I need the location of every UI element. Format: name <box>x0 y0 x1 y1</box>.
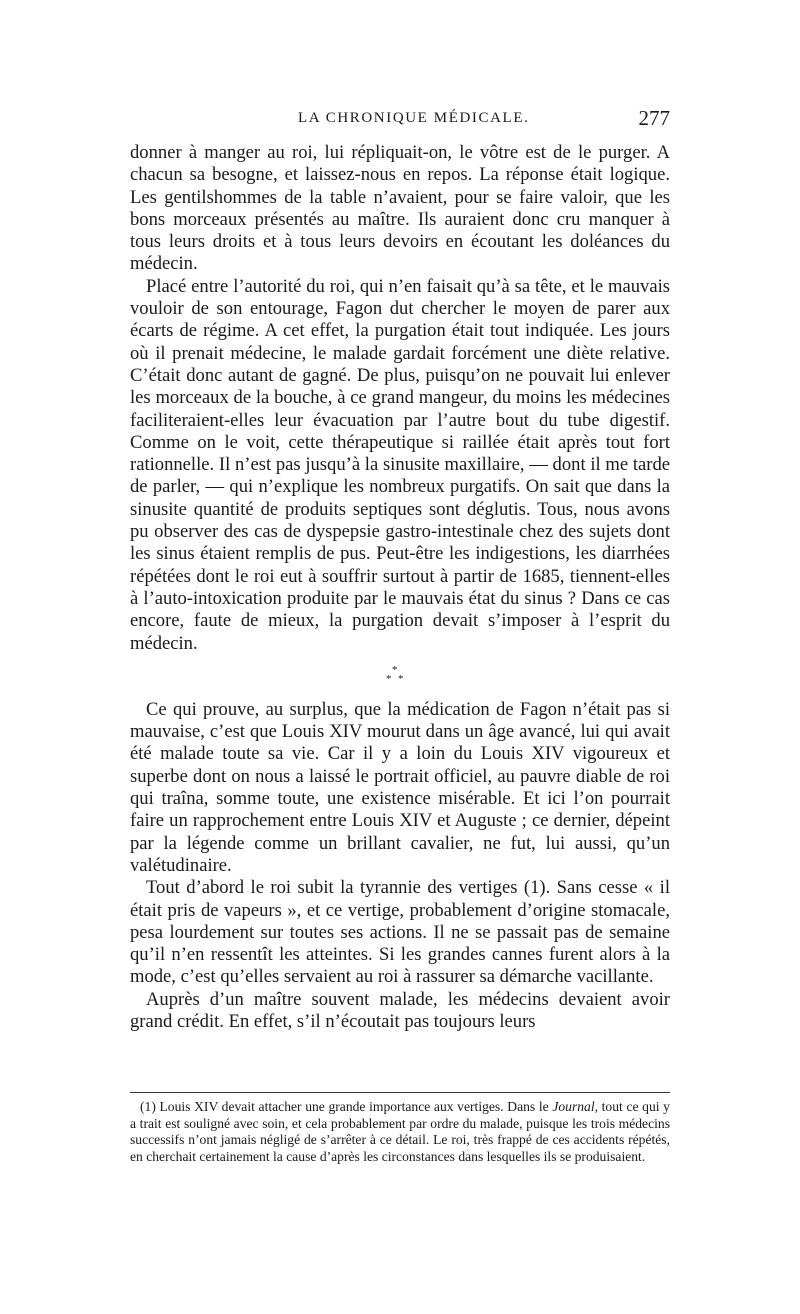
body-text <box>130 142 670 1033</box>
paragraph-4: Tout d’abord le roi subit la tyrannie des vertiges (1). Sans cesse « il était pris de vapeurs », et ce vertige, probablement d’origine stomacale, pesa lourdement sur toutes ses actions. Il ne se passait pas de semaine qu’il n’en ressentît les atteintes. Si les grandes cannes furent alors à la mode, c’est qu’elles servaient au roi à rassurer sa démarche vacillante. <box>130 877 670 988</box>
footnote-text-start: (1) Louis XIV devait attacher une grande importance aux vertiges. Dans le <box>140 1099 553 1114</box>
footnote-text <box>130 1099 670 1165</box>
paragraph-5: Auprès d’un maître souvent malade, les médecins devaient avoir grand crédit. En effet, s’il n’écoutait pas toujours leurs <box>130 988 670 1032</box>
asterism-star: * <box>398 672 404 685</box>
footnote-journal-title: Journal, <box>552 1099 598 1114</box>
footnote-text-end: tout ce qui y a trait est souligné avec soin, et cela probablement par ordre du malade, puisque les trois médecins successifs n’ont jamais négligé de s’arrêter à ce détail. Le roi, très frappé de ces accidents répétés, en cherchait certainement la cause d’après les circonstances dans lesquelles ils se produisaient. <box>130 1099 670 1164</box>
paragraph-2: Placé entre l’autorité du roi, qui n’en faisait qu’à sa tête, et le mauvais vouloir de son entourage, Fagon dut chercher le moyen de parer aux écarts de régime. A cet effet, la purgation était tout indiquée. Les jours où il prenait médecine, le malade gardait forcément une diète relative. C’était donc autant de gagné. De plus, puisqu’on ne pouvait lui enlever les morceaux de la bouche, à ce grand mangeur, du moins les médecines faciliteraient-elles leur évacuation par l’autre bout du tube digestif. Comme on le voit, cette thérapeutique si raillée était après tout fort rationnelle. Il n’est pas jusqu’à la sinusite maxillaire, — dont il me tarde de parler, — qui n’explique les nombreux purgatifs. On sait que dans la sinusite quantité de produits septiques sont déglutis. Tous, nous avons pu observer des cas de dyspepsie gastro-intestinale chez des sujets dont les sinus étaient remplis de pus. Peut-être les indigestions, les diarrhées répétées dont le roi eut à souffrir surtout à partir de 1685, tiennent-elles à l’auto-intoxication produite par le mauvais état du sinus ? Dans ce cas encore, faute de mieux, la purgation devait s’imposer à l’esprit du médecin. <box>130 275 670 654</box>
asterism-star: * <box>386 672 392 685</box>
asterism-star: * <box>392 663 398 676</box>
paragraph-3: Ce qui prouve, au surplus, que la médication de Fagon n’était pas si mauvaise, c’est que Louis XIV mourut dans un âge avancé, lui qui avait été malade toute sa vie. Car il y a loin du Louis XIV vigoureux et superbe dont on nous a laissé le portrait officiel, au pauvre diable de roi qui traîna, somme toute, une existence misérable. Et ici l’on pourrait faire un rapprochement entre Louis XIV et Auguste ; ce dernier, dépeint par la légende comme un brillant cavalier, ne fut, lui aussi, qu’un valétudinaire. <box>130 698 670 876</box>
running-title: LA CHRONIQUE MÉDICALE. <box>298 110 530 126</box>
asterism-separator <box>130 655 670 699</box>
footnote <box>130 1099 670 1165</box>
page-number: 277 <box>638 106 670 130</box>
paragraph-1: donner à manger au roi, lui répliquait-on, le vôtre est de le purger. A chacun sa besogne, et laissez-nous en repos. La réponse était logique. Les gentilshommes de la table n’avaient, pour se faire valoir, que les bons morceaux présentés au maître. Ils auraient donc cru manquer à tous leurs droits et à tous leurs devoirs en écoutant les doléances du médecin. <box>130 142 670 275</box>
page-header <box>130 106 670 136</box>
footnote-rule <box>130 1092 670 1093</box>
